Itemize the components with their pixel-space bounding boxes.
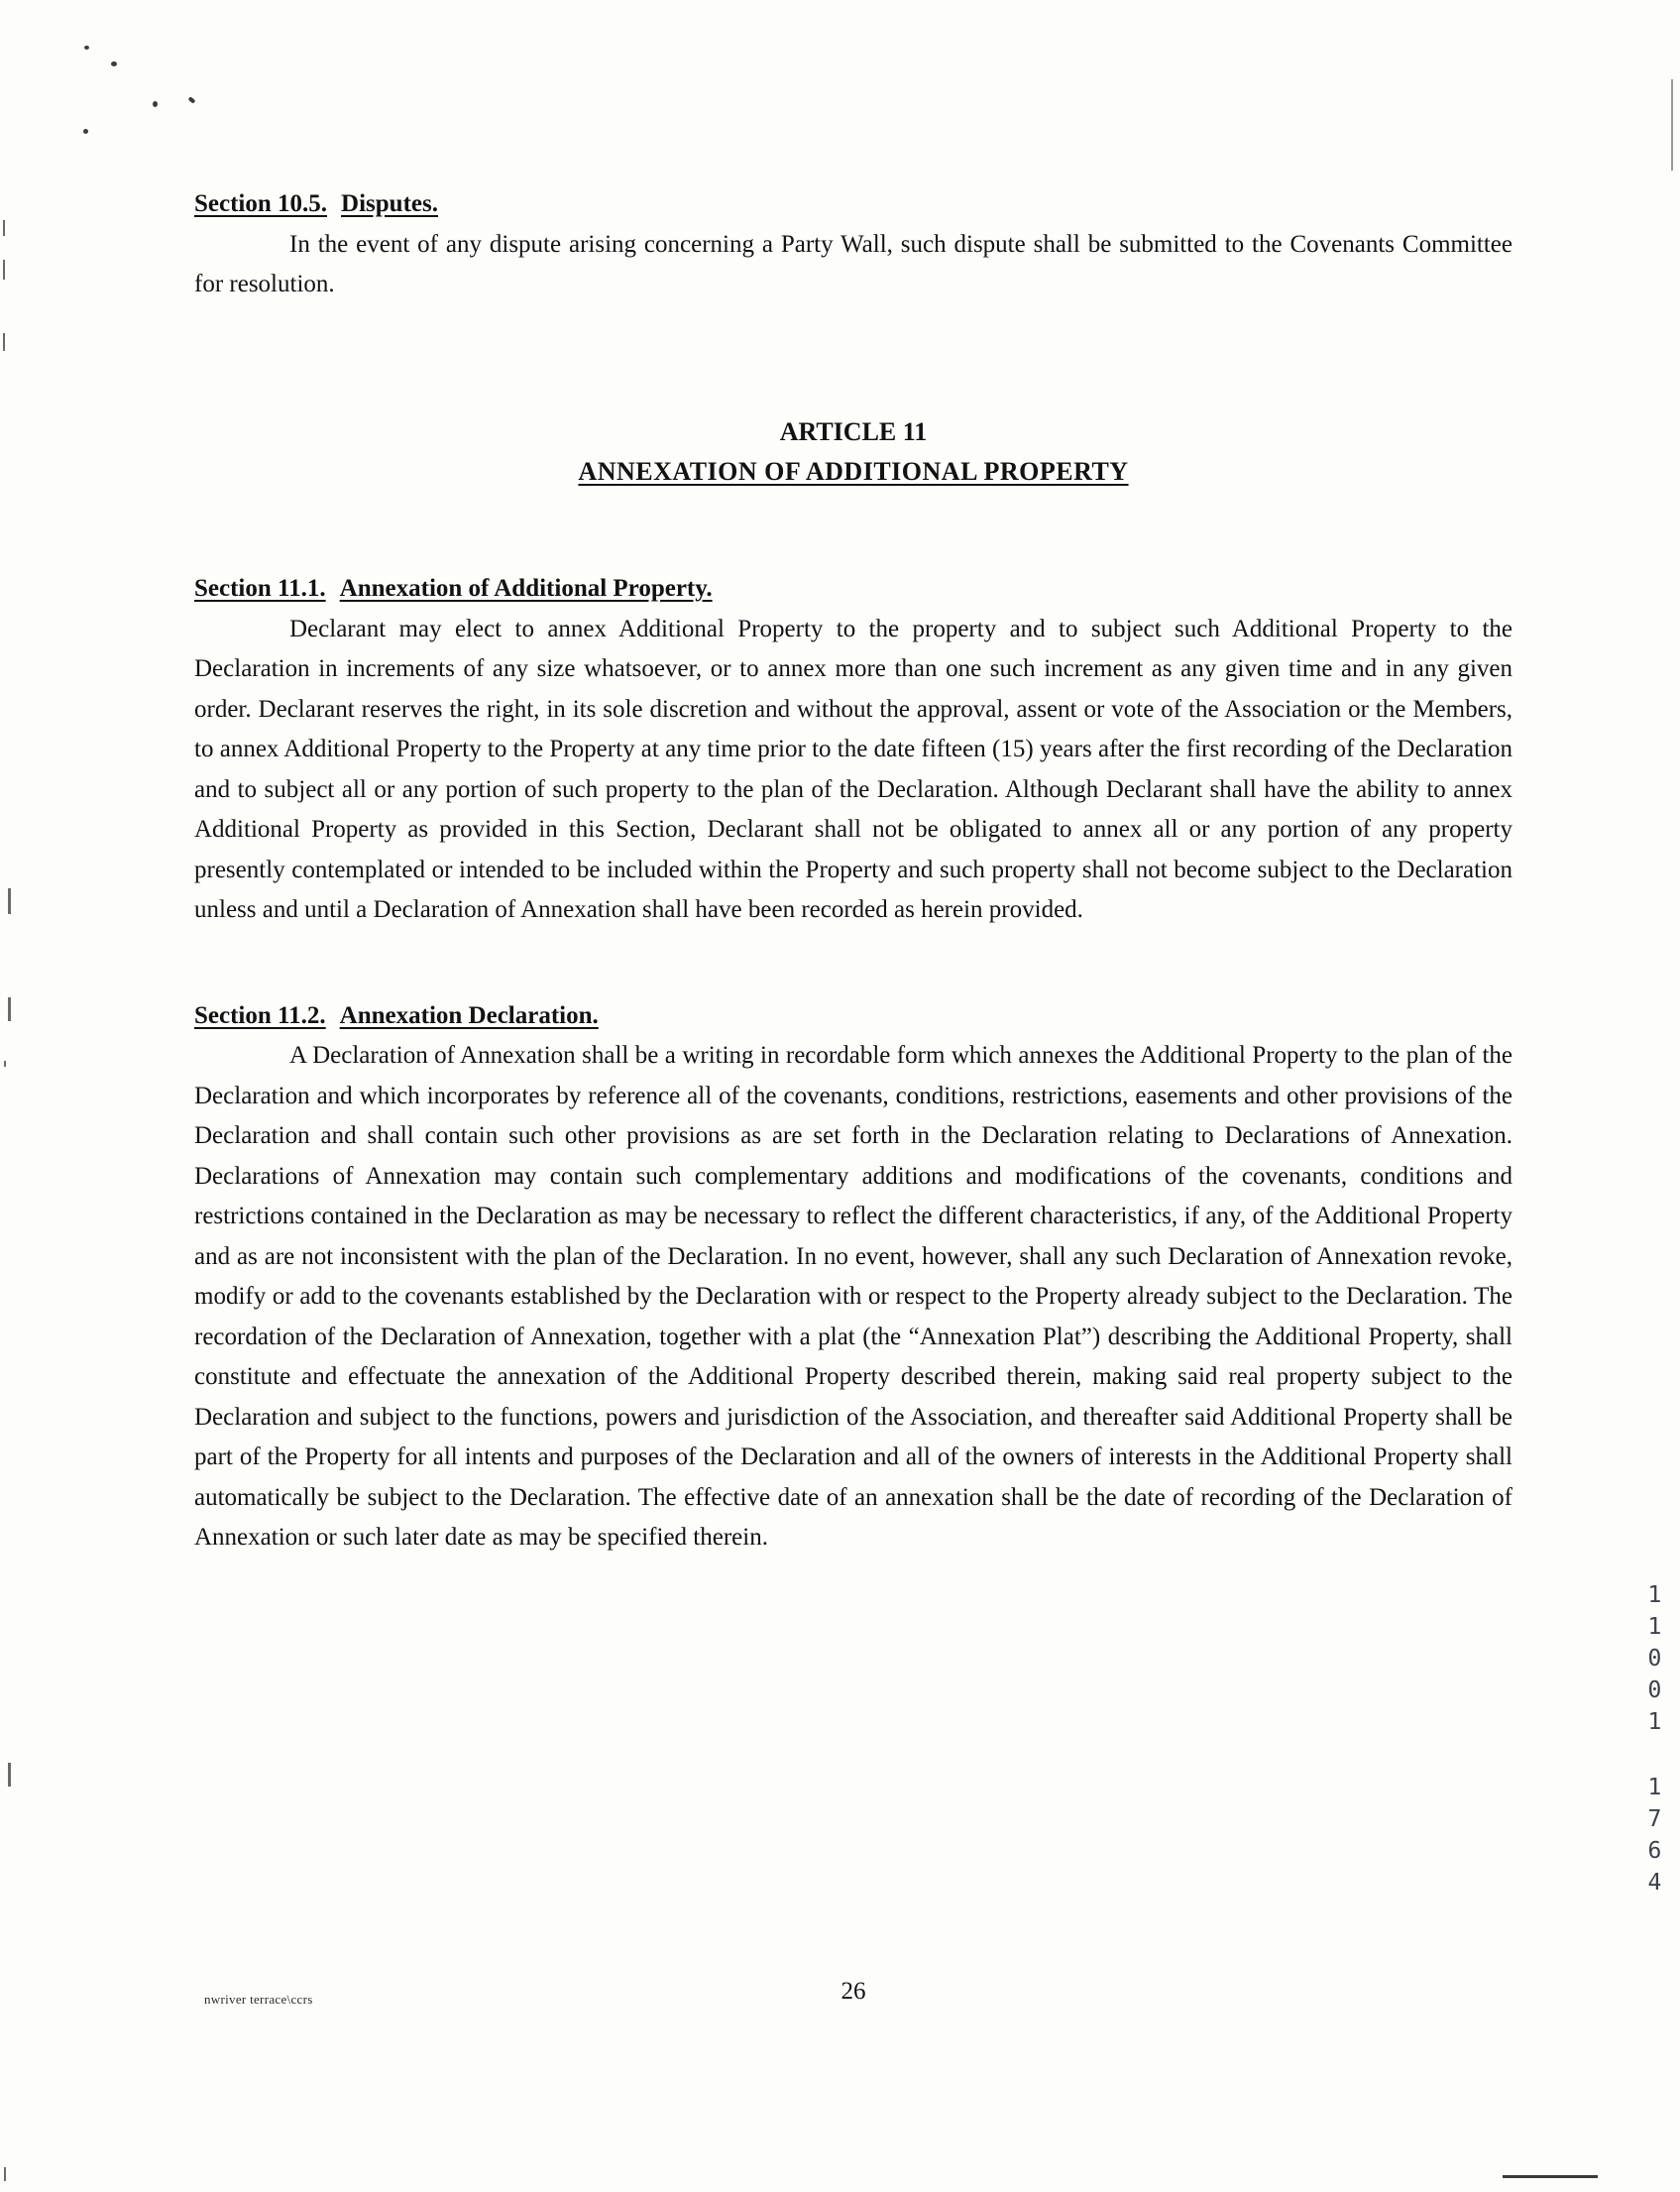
section-10-5-title: Disputes.: [341, 190, 438, 217]
scan-tick: [4, 1061, 6, 1067]
section-11-1-label: Section 11.1.: [194, 575, 326, 603]
article-11-kicker: ARTICLE 11: [779, 416, 928, 446]
recording-stamp: [1637, 1582, 1671, 1902]
section-11-2-heading: [194, 996, 1512, 1037]
scan-tick: [4, 2167, 6, 2181]
section-10-5-label: Section 10.5.: [194, 190, 328, 217]
recording-stamp-number-2: 1764: [1641, 1775, 1668, 1902]
scan-tick: [8, 1763, 11, 1787]
scan-tick: [8, 997, 11, 1021]
section-11-2-label: Section 11.2.: [194, 1001, 326, 1029]
page-footer: [194, 1978, 1512, 2006]
scan-edge-line: [1671, 79, 1673, 171]
footer-file-reference: nwriver terrace\ccrs: [204, 1992, 313, 2007]
section-11-1-paragraph: Declarant may elect to annex Additional Property to the property and to subject such Additional Property to the Declaration in increments of any size whatsoever, or to annex more than one such increment as any given time and in any given order. Declarant reserves the right, in its sole discretion and without the approval, assent or vote of the Association or the Members, to annex Additional Property to the Property at any time prior to the date fifteen (15) years after the first recording of the Declaration and to subject all or any portion of such property to the plan of the Declaration. Although Declarant shall have the ability to annex Additional Property as provided in this Section, Declarant shall not be obligated to annex all or any portion of any property presently contemplated or intended to be included within the Property and such property shall not become subject to the Declaration unless and until a Declaration of Annexation shall have been recorded as herein provided.: [194, 615, 1512, 924]
scan-speck: [153, 101, 158, 107]
article-11-heading: [194, 412, 1512, 493]
section-10-5-paragraph: In the event of any dispute arising concerning a Party Wall, such dispute shall be submitted to the Covenants Committee for resolution.: [194, 230, 1512, 297]
section-11-1-title: Annexation of Additional Property.: [339, 575, 713, 603]
scan-speck: [188, 96, 196, 104]
section-11-2-title: Annexation Declaration.: [339, 1001, 599, 1029]
section-11-1-heading: [194, 569, 1512, 610]
scan-speck: [84, 46, 89, 50]
scan-tick: [3, 333, 5, 351]
scan-speck: [111, 61, 117, 66]
scan-tick: [3, 220, 5, 236]
article-11-title: ANNEXATION OF ADDITIONAL PROPERTY: [578, 456, 1129, 486]
scan-tick: [8, 888, 11, 914]
document-body: [194, 184, 1512, 1558]
scan-tick: [3, 260, 5, 280]
section-10-5-heading: [194, 184, 1512, 225]
scan-corner-line: [1503, 2175, 1598, 2178]
section-11-2-paragraph: A Declaration of Annexation shall be a writing in recordable form which annexes the Additional Property to the plan of the Declaration and which incorporates by reference all of the covenants, conditions, restrictions, easements and other provisions of the Declaration and shall contain such other provisions as are set forth in the Declaration relating to Declarations of Annexation. Declarations of Annexation may contain such complementary additions and modifications of the covenants, conditions and restrictions contained in the Declaration as may be necessary to reflect the different characteristics, if any, of the Additional Property and as are not inconsistent with the plan of the Declaration. In no event, however, shall any such Declaration of Annexation revoke, modify or add to the covenants established by the Declaration with or respect to the Property already subject to the Declaration. The recordation of the Declaration of Annexation, together with a plat (the “Annexation Plat”) describing the Additional Property, shall constitute and effectuate the annexation of the Additional Property described therein, making said real property subject to the Declaration and subject to the functions, powers and jurisdiction of the Association, and thereafter said Additional Property shall be part of the Property for all intents and purposes of the Declaration and all of the owners of interests in the Additional Property shall automatically be subject to the Declaration. The effective date of an annexation shall be the date of recording of the Declaration of Annexation or such later date as may be specified therein.: [194, 1042, 1512, 1552]
page-number: 26: [840, 1978, 866, 2005]
recording-stamp-number-1: 11001: [1641, 1582, 1668, 1741]
scan-speck: [83, 129, 88, 134]
